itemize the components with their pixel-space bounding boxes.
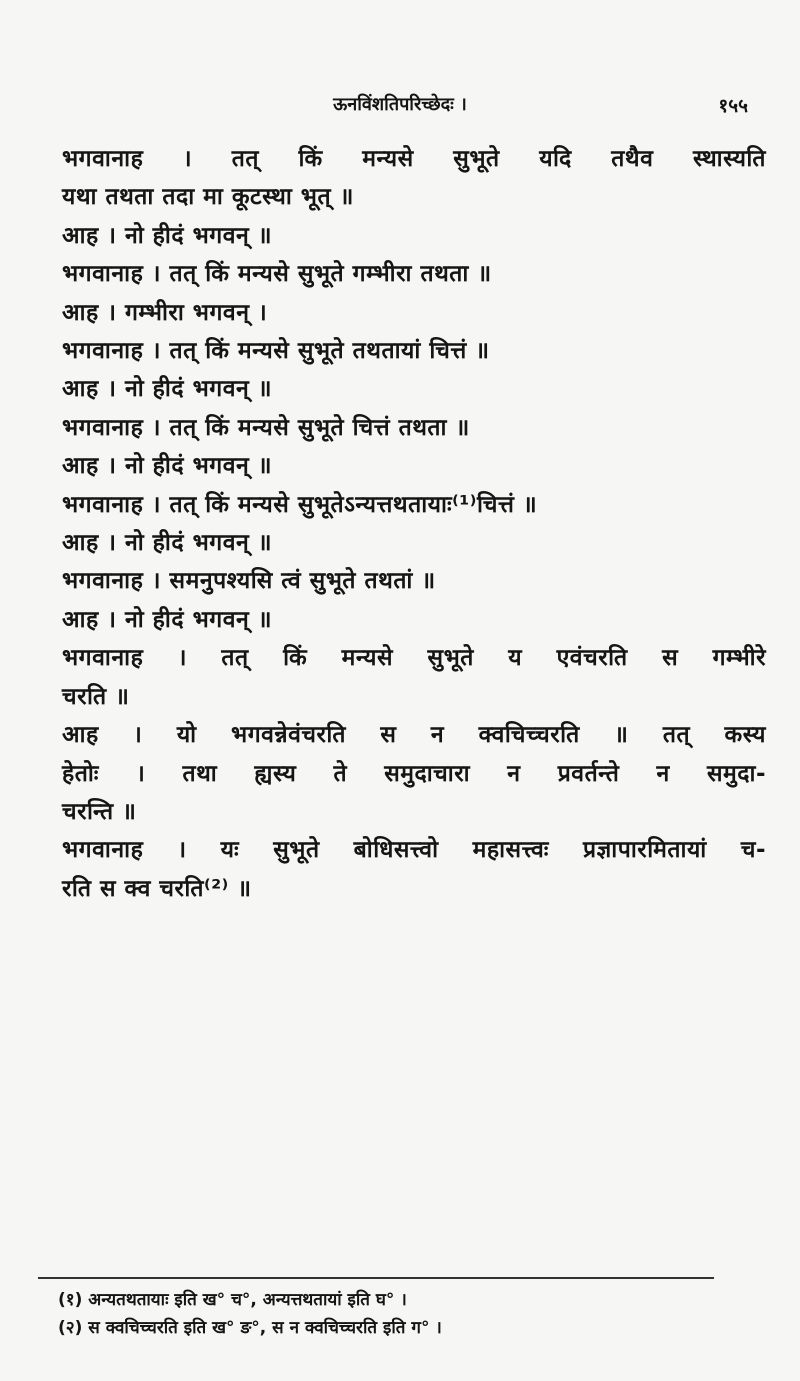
text-line: भगवानाह । तत् किं मन्यसे सुभूते गम्भीरा तथता ॥ bbox=[62, 261, 492, 288]
running-title: ऊनविंशतिपरिच्छेदः । bbox=[333, 94, 467, 115]
body-text bbox=[62, 140, 766, 908]
text-line: आह । गम्भीरा भगवन् । bbox=[62, 299, 268, 326]
page-number: १५५ bbox=[718, 95, 748, 117]
text-line: भगवानाह । यः सुभूते बोधिसत्त्वो महासत्त्वः प्रज्ञापारमितायां च- bbox=[62, 837, 766, 864]
text-line: चरन्ति ॥ bbox=[62, 798, 137, 825]
running-head bbox=[0, 92, 800, 126]
text-line: आह । नो हीदं भगवन् ॥ bbox=[62, 453, 273, 480]
text-line: भगवानाह । तत् किं मन्यसे सुभूते यदि तथैव स्थास्यति bbox=[62, 146, 766, 172]
text-line: चरति ॥ bbox=[62, 683, 130, 710]
text-line: यथा तथता तदा मा कूटस्था भूत् ॥ bbox=[62, 184, 354, 211]
text-line: हेतोः । तथा ह्यस्य ते समुदाचारा न प्रवर्तन्ते न समुदा- bbox=[62, 760, 766, 787]
footnotes bbox=[58, 1286, 748, 1342]
footnote: (१) अन्यतथतायाः इति ख° च°, अन्यत्तथतायां इति घ° । bbox=[58, 1290, 407, 1310]
footnote-divider bbox=[38, 1277, 714, 1279]
text-line: भगवानाह । तत् किं मन्यसे सुभूते तथतायां चित्तं ॥ bbox=[62, 338, 490, 365]
text-line: भगवानाह । तत् किं मन्यसे सुभूते य एवंचरति स गम्भीरे bbox=[62, 645, 766, 672]
text-line: आह । यो भगवन्नेवंचरति स न क्वचिच्चरति ॥ तत् कस्य bbox=[62, 722, 766, 749]
text-line: भगवानाह । तत् किं मन्यसे सुभूते चित्तं तथता ॥ bbox=[62, 414, 470, 441]
text-line: भगवानाह । तत् किं मन्यसे सुभूतेऽन्यत्तथतायाः⁽¹⁾चित्तं ॥ bbox=[62, 491, 538, 518]
text-line: आह । नो हीदं भगवन् ॥ bbox=[62, 606, 273, 633]
text-line: भगवानाह । समनुपश्यसि त्वं सुभूते तथतां ॥ bbox=[62, 568, 436, 595]
text-line: आह । नो हीदं भगवन् ॥ bbox=[62, 376, 273, 403]
text-line: रति स क्व चरति⁽²⁾ ॥ bbox=[62, 875, 252, 902]
footnote: (२) स क्वचिच्चरति इति ख° ङ°, स न क्वचिच्चरति इति ग° । bbox=[58, 1318, 442, 1338]
text-line: आह । नो हीदं भगवन् ॥ bbox=[62, 222, 273, 249]
text-line: आह । नो हीदं भगवन् ॥ bbox=[62, 530, 273, 557]
